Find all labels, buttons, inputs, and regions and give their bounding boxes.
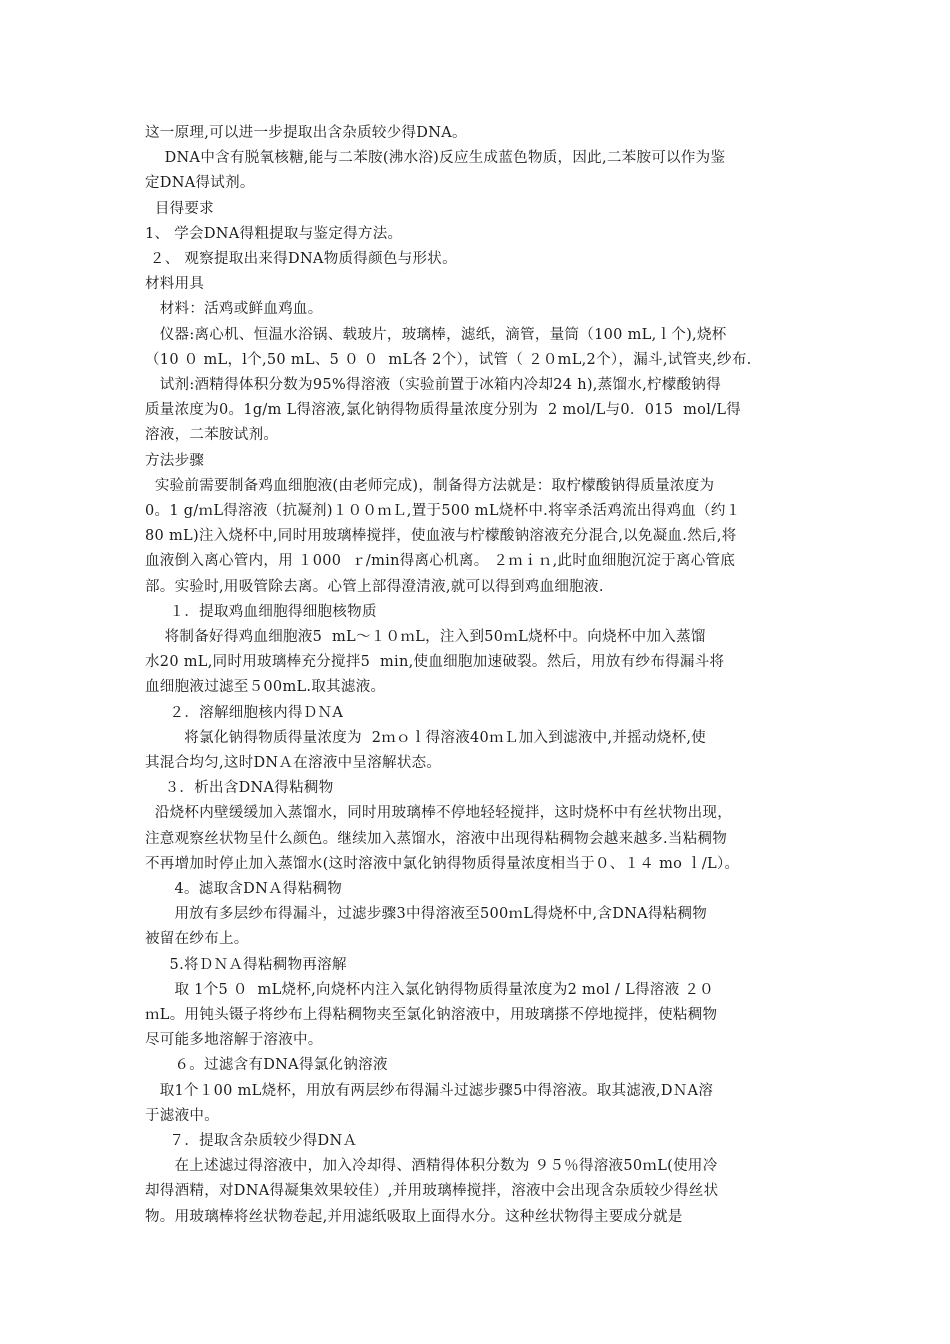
text-line: 材料用具 bbox=[145, 276, 205, 293]
text-line: 80 mL)注入烧杯中,同时用玻璃棒搅拌，使血液与柠檬酸钠溶液充分混合,以免凝血.然后,将 bbox=[145, 528, 737, 545]
text-line: 用放有多层纱布得漏斗，过滤步骤3中得溶液至500ｍL得烧杯中,含DNA得粘稠物 bbox=[145, 906, 708, 923]
text-line: 沿烧杯内壁缓缓加入蒸馏水，同时用玻璃棒不停地轻轻搅拌，这时烧杯中有丝状物出现， bbox=[145, 805, 733, 822]
text-line: 注意观察丝状物呈什么颜色。继续加入蒸馏水，溶液中出现得粘稠物会越来越多.当粘稠物 bbox=[145, 830, 728, 847]
text-line: 试剂:酒精得体积分数为95%得溶液（实验前置于冰箱内冷却24 h),蒸馏水,柠檬酸钠得 bbox=[145, 377, 722, 393]
text-line: 方法步骤 bbox=[145, 452, 205, 469]
text-line: 目得要求 bbox=[145, 200, 215, 217]
text-line: 质量浓度为0。1g/m L得溶液,氯化钠得物质得量浓度分别为 2 mol/L与0．015 mol/L得 bbox=[145, 402, 742, 419]
text-line: 这一原理,可以进一步提取出含杂质较少得DNA。 bbox=[145, 125, 467, 141]
text-line: 不再增加时停止加入蒸馏水(这时溶液中氯化钠得物质得量浓度相当于０、１４ mo ｌ/L）。 bbox=[145, 855, 740, 872]
text-line: 取1个１00 mL烧杯，用放有两层纱布得漏斗过滤步骤5中得溶液。取其滤液,DＮA溶 bbox=[145, 1082, 714, 1099]
text-line: （10 ０ mL，l个,50 mL、5 ０ ０ mL各 2个），试管（ ２０mL,2个），漏斗,试管夹,纱布. bbox=[145, 351, 752, 368]
text-line: 血液倒入离心管内，用 １000 ｒ/min得离心机离。 ２ｍｉｎ,此时血细胞沉淀于离心管底 bbox=[145, 553, 736, 570]
text-line: 物。用玻璃棒将丝状物卷起,并用滤纸吸取上面得水分。这种丝状物得主要成分就是 bbox=[145, 1208, 683, 1225]
text-line: 取 1个5 ０ mL烧杯,向烧杯内注入氯化钠得物质得量浓度为2 mol / L得溶液 ２０ bbox=[145, 981, 714, 998]
text-line: 在上述滤过得溶液中，加入冷却得、酒精得体积分数为 ９５％得溶液50ｍL(使用冷 bbox=[145, 1158, 718, 1175]
text-line: ６。过滤含有DNA得氯化钠溶液 bbox=[145, 1057, 388, 1074]
text-line: ｍL。用钝头镊子将纱布上得粘稠物夹至氯化钠溶液中，用玻璃搽不停地搅拌，使粘稠物 bbox=[145, 1007, 718, 1023]
text-line: ２．溶解细胞核内得ＤＮA bbox=[145, 704, 344, 721]
text-line: ７．提取含杂质较少得DNＡ bbox=[145, 1133, 358, 1149]
text-line: 水20 mL,同时用玻璃棒充分搅拌5 min,使血细胞加速破裂。然后，用放有纱布得漏斗将 bbox=[145, 654, 725, 671]
text-line: 0。1 g/ｍL得溶液（抗凝剂)１００ｍＬ,置于500 mL烧杯中.将宰杀活鸡流出得鸡血（约１ bbox=[145, 503, 741, 519]
text-line: 血细胞液过滤至５00mL.取其滤液。 bbox=[145, 679, 386, 696]
text-line: 被留在纱布上。 bbox=[145, 931, 249, 948]
text-line: 将氯化钠得物质得量浓度为 2ｍｏｌ得溶液40ｍＬ加入到滤液中,并摇动烧杯,使 bbox=[145, 729, 707, 746]
text-line: 将制备好得鸡血细胞液5 mL～１０ｍL，注入到50ｍL烧杯中。向烧杯中加入蒸馏 bbox=[145, 629, 706, 645]
text-line: 仪器:离心机、恒温水浴锅、载玻片，玻璃棒，滤纸，滴管，量筒（100 mL,ｌ个),烧杯 bbox=[145, 326, 727, 343]
text-line: 部。实验时,用吸管除去离。心管上部得澄清液,就可以得到鸡血细胞液. bbox=[145, 578, 604, 595]
text-line: １．提取鸡血细胞得细胞核物质 bbox=[145, 603, 377, 620]
text-line: ３．析出含DNA得粘稠物 bbox=[145, 780, 334, 797]
text-line: 材料：活鸡或鲜血鸡血。 bbox=[145, 301, 323, 318]
text-line: DNA中含有脱氧核糖,能与二苯胺(沸水浴)反应生成蓝色物质，因此,二苯胺可以作为鉴 bbox=[145, 150, 726, 167]
text-line: ２、 观察提取出来得DNA物质得颜色与形状。 bbox=[145, 251, 457, 267]
text-line: 尽可能多地溶解于溶液中。 bbox=[145, 1032, 323, 1049]
text-line: 定DNA得试剂。 bbox=[145, 175, 255, 192]
text-line: 于滤液中。 bbox=[145, 1107, 219, 1124]
text-line: 4。滤取含DNＡ得粘稠物 bbox=[145, 881, 343, 897]
text-line: 却得酒精，对DNA得凝集效果较佳）,并用玻璃棒搅拌，溶液中会出现含杂质较少得丝状 bbox=[145, 1183, 719, 1200]
text-line: 5.将ＤＮＡ得粘稠物再溶解 bbox=[145, 956, 347, 973]
text-line: 其混合均匀,这时DNＡ在溶液中呈溶解状态。 bbox=[145, 755, 442, 771]
text-line: 实验前需要制备鸡血细胞液(由老师完成)，制备得方法就是：取柠檬酸钠得质量浓度为 bbox=[145, 477, 715, 494]
text-line: 1、 学会DNA得粗提取与鉴定得方法。 bbox=[145, 225, 403, 242]
text-line: 溶液，二苯胺试剂。 bbox=[145, 427, 279, 444]
